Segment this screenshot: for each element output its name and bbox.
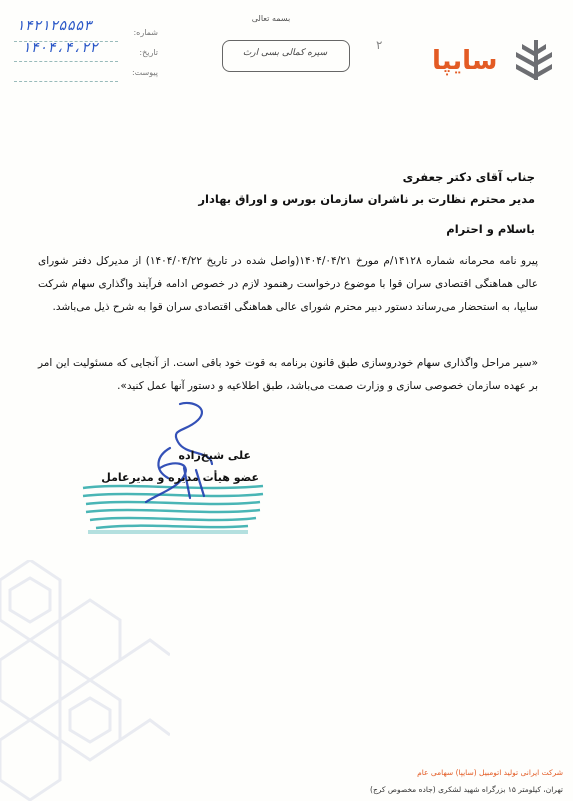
addressee-title: مدیر محترم نظارت بر ناشران سازمان بورس و اوراق بهادار [198,192,535,206]
attachment-label: پیوست: [131,68,158,77]
signer-title: عضو هیأت مدیره و مدیرعامل [101,471,259,484]
number-label: شماره: [133,28,158,37]
body-paragraph-2: «سیر مراحل واگذاری سهام خودروسازی طبق قانون برنامه به قوت خود باقی است. از آنجایی که مسئولیت این امر بر عهده سازمان خصوصی سازی و وزارت صمت می‌باشد، طبق اطلاعیه و دستور آنها عمل کنید». [38,357,538,392]
bismillah-text: بسمه تعالی [251,14,291,23]
body-paragraph-1: پیرو نامه محرمانه شماره ۱۴۱۲۸/م مورخ ۱۴۰۴/۰۴/۲۱(واصل شده در تاریخ ۱۴۰۴/۰۴/۲۲) از مدیرکل دفتر شورای عالی هماهنگی اقتصادی سران قوا با موضوع درخواست رهنمود لازم در خصوص ادامه فرآیند واگذاری سهام شرکت سایپا، به استحضار می‌رساند دستور دبیر محترم شورای عالی هماهنگی اقتصادی سران قوا به شرح ذیل می‌باشد. [38,255,538,313]
footer-company-name: شرکت ایرانی تولید اتومبیل (سایپا) سهامی عام [417,768,563,777]
background-pattern [0,560,170,801]
saipa-logo-text: سایپا [432,46,498,76]
motto-text: سیره کمالی بسی ارث [242,48,328,58]
attachment-line [14,80,118,82]
footer-address: تهران، کیلومتر ۱۵ بزرگراه شهید لشکری (جاده مخصوص کرج) [370,785,563,794]
addressee-name: جناب آقای دکتر جعفری [402,170,535,184]
date-value: ۱۴۰۴،۴،۲۲ [22,40,98,56]
date-line [14,60,118,62]
saipa-logo-icon [512,38,556,82]
date-label: تاریخ: [139,48,158,57]
number-value: ۱۴۲۱۲۵۵۵۳ [16,18,92,34]
greeting: باسلام و احترام [446,222,535,236]
signer-name: علی شیخ‌زاده [178,449,251,462]
page-number: ۲ [376,38,383,52]
